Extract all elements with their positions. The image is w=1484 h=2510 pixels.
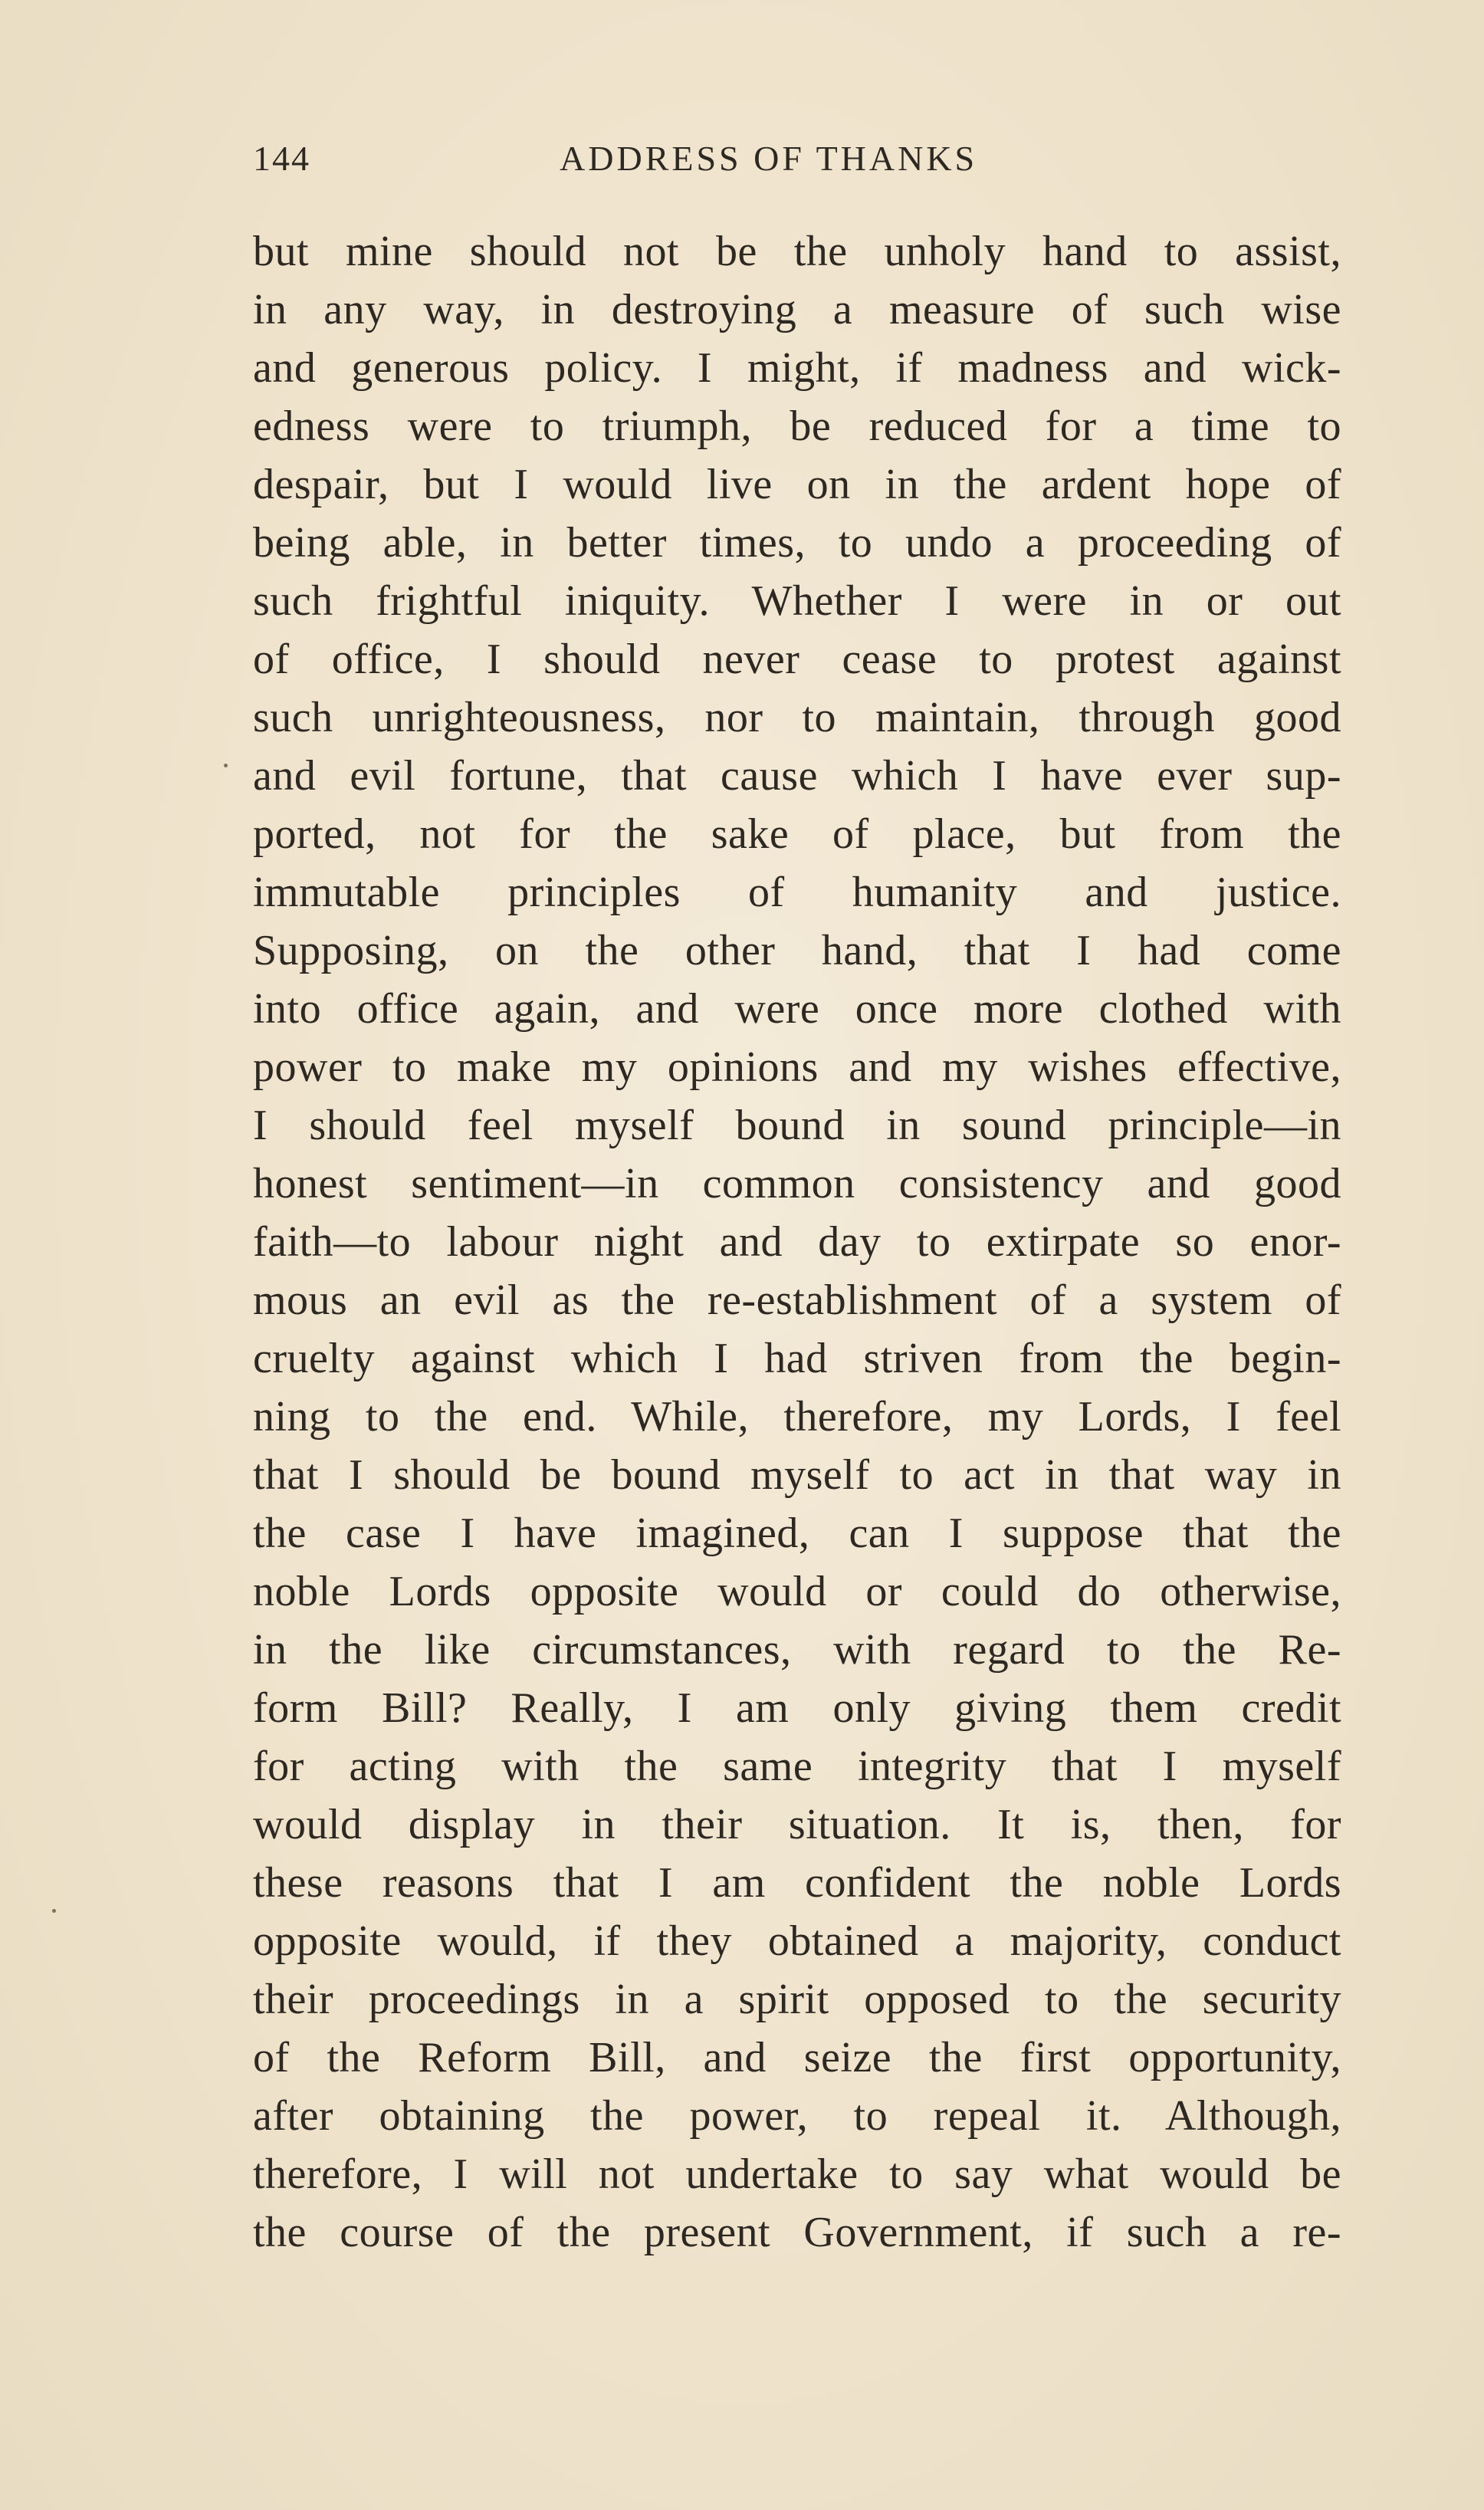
text-line: Supposing, on the other hand, that I had come [253,927,1341,974]
text-line: that I should be bound myself to act in that way in [253,1451,1341,1499]
paper-speck [224,764,228,767]
text-line: the course of the present Government, if such a re- [253,2209,1341,2256]
text-line: the case I have imagined, can I suppose that the [253,1510,1341,1557]
text-line: noble Lords opposite would or could do otherwise, [253,1568,1341,1615]
text-line: form Bill? Really, I am only giving them credit [253,1684,1341,1732]
page-header [253,138,1341,192]
body-text [253,222,1341,2262]
text-line: ning to the end. While, therefore, my Lords, I feel [253,1393,1341,1441]
text-line: honest sentiment—in common consistency and good [253,1160,1341,1207]
text-line: opposite would, if they obtained a majority, conduct [253,1917,1341,1965]
text-line: of the Reform Bill, and seize the first opportunity, [253,2034,1341,2081]
text-line: such unrighteousness, nor to maintain, through good [253,694,1341,741]
text-line: in any way, in destroying a measure of such wise [253,286,1341,333]
text-line: immutable principles of humanity and justice. [253,869,1341,916]
text-line: edness were to triumph, be reduced for a time to [253,402,1341,450]
text-line: mous an evil as the re-establishment of a system of [253,1276,1341,1324]
text-line: their proceedings in a spirit opposed to the security [253,1976,1341,2023]
page-number: 144 [253,139,310,178]
text-line: for acting with the same integrity that I myself [253,1743,1341,1790]
text-line: I should feel myself bound in sound principle—in [253,1102,1341,1149]
text-line: such frightful iniquity. Whether I were in or out [253,577,1341,625]
text-line: cruelty against which I had striven from the begin- [253,1335,1341,1382]
text-line: and evil fortune, that cause which I have ever sup- [253,752,1341,800]
text-line: therefore, I will not undertake to say what would be [253,2150,1341,2198]
text-line: and generous policy. I might, if madness and wick- [253,344,1341,392]
text-line: ported, not for the sake of place, but from the [253,810,1341,858]
text-line: these reasons that I am confident the noble Lords [253,1859,1341,1907]
text-line: but mine should not be the unholy hand to assist, [253,228,1341,275]
text-line: after obtaining the power, to repeal it. Although, [253,2092,1341,2140]
text-line: would display in their situation. It is, then, for [253,1801,1341,1848]
text-line: power to make my opinions and my wishes effective, [253,1043,1341,1091]
text-line: being able, in better times, to undo a proceeding of [253,519,1341,567]
running-head: ADDRESS OF THANKS [560,139,978,178]
paper-speck [52,1909,56,1913]
text-line: faith—to labour night and day to extirpate so enor- [253,1218,1341,1266]
text-line: of office, I should never cease to protest against [253,636,1341,683]
text-line: in the like circumstances, with regard to the Re- [253,1626,1341,1674]
text-line: despair, but I would live on in the ardent hope of [253,461,1341,508]
text-line: into office again, and were once more clothed with [253,985,1341,1033]
